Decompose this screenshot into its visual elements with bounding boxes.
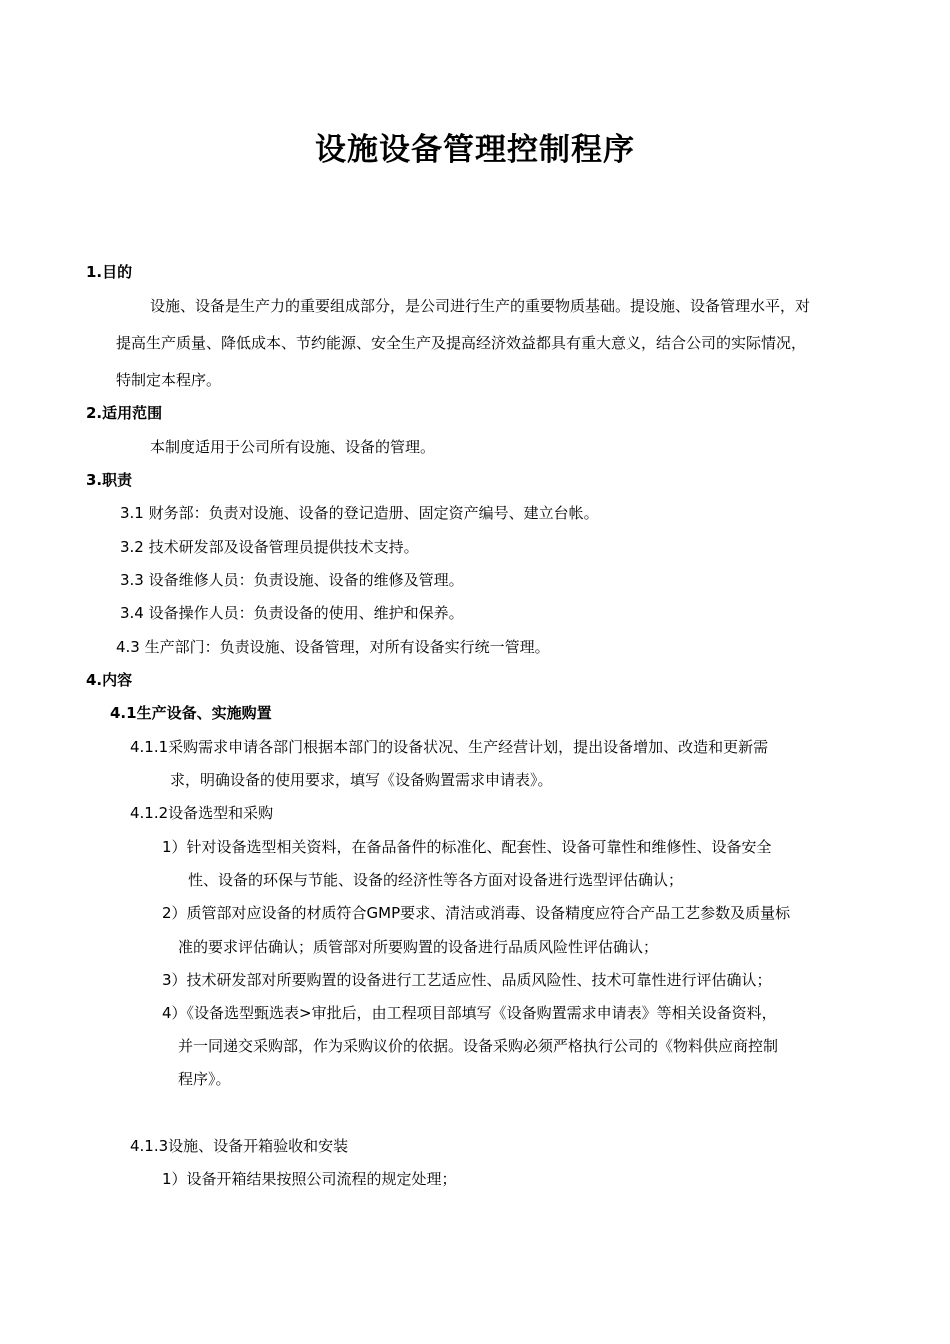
clause-4-1-2-item: 程序》。 — [178, 1070, 231, 1088]
duty-item: 3.3 设备维修人员：负责设施、设备的维修及管理。 — [120, 571, 464, 589]
duty-item: 3.4 设备操作人员：负责设备的使用、维护和保养。 — [120, 604, 464, 622]
section-2-heading: 2.适用范围 — [86, 404, 163, 422]
clause-4-1-2-item: 4）《设备选型甄选表>审批后，由工程项目部填写《设备购置需求申请表》等相关设备资料， — [162, 1004, 777, 1022]
clause-4-1-2-item: 3）技术研发部对所要购置的设备进行工艺适应性、品质风险性、技术可靠性进行评估确认； — [162, 971, 772, 989]
clause-4-1-2-item: 性、设备的环保与节能、设备的经济性等各方面对设备进行选型评估确认； — [188, 871, 684, 889]
duty-item: 3.2 技术研发部及设备管理员提供技术支持。 — [120, 538, 419, 556]
document-title: 设施设备管理控制程序 — [315, 132, 635, 168]
section-1-line-2: 提高生产质量、降低成本、节约能源、安全生产及提高经济效益都具有重大意义，结合公司的实际情况， — [116, 334, 807, 352]
clause-4-1-2-item: 准的要求评估确认；质管部对所要购置的设备进行品质风险性评估确认； — [178, 938, 659, 956]
duty-item: 3.1 财务部：负责对设施、设备的登记造册、固定资产编号、建立台帐。 — [120, 504, 599, 522]
clause-4-1-2-item: 2）质管部对应设备的材质符合GMP要求、清洁或消毒、设备精度应符合产品工艺参数及质量标 — [162, 904, 791, 922]
clause-4-1-2-item: 并一同递交采购部，作为采购议价的依据。设备采购必须严格执行公司的《物料供应商控制 — [178, 1037, 779, 1055]
section-2-line-1: 本制度适用于公司所有设施、设备的管理。 — [150, 438, 436, 456]
clause-4-1-3-item: 1）设备开箱结果按照公司流程的规定处理； — [162, 1170, 457, 1188]
clause-4-1-3-heading: 4.1.3设施、设备开箱验收和安装 — [130, 1137, 349, 1155]
section-1-heading: 1.目的 — [86, 263, 133, 281]
clause-4-1-2-item: 1）针对设备选型相关资料，在备品备件的标准化、配套性、设备可靠性和维修性、设备安全 — [162, 838, 772, 856]
duty-item: 4.3 生产部门：负责设施、设备管理，对所有设备实行统一管理。 — [116, 638, 550, 656]
section-1-line-3: 特制定本程序。 — [116, 371, 222, 389]
clause-4-1-1-line-2: 求，明确设备的使用要求，填写《设备购置需求申请表》。 — [170, 771, 553, 789]
clause-4-1-1-line-1: 4.1.1采购需求申请各部门根据本部门的设备状况、生产经营计划，提出设备增加、改造和更新需 — [130, 738, 769, 756]
clause-4-1-2-heading: 4.1.2设备选型和采购 — [130, 804, 274, 822]
section-1-line-1: 设施、设备是生产力的重要组成部分，是公司进行生产的重要物质基础。提设施、设备管理水平，对 — [150, 297, 811, 315]
subsection-4-1-heading: 4.1生产设备、实施购置 — [110, 704, 272, 722]
section-3-heading: 3.职责 — [86, 471, 133, 489]
section-4-heading: 4.内容 — [86, 671, 133, 689]
